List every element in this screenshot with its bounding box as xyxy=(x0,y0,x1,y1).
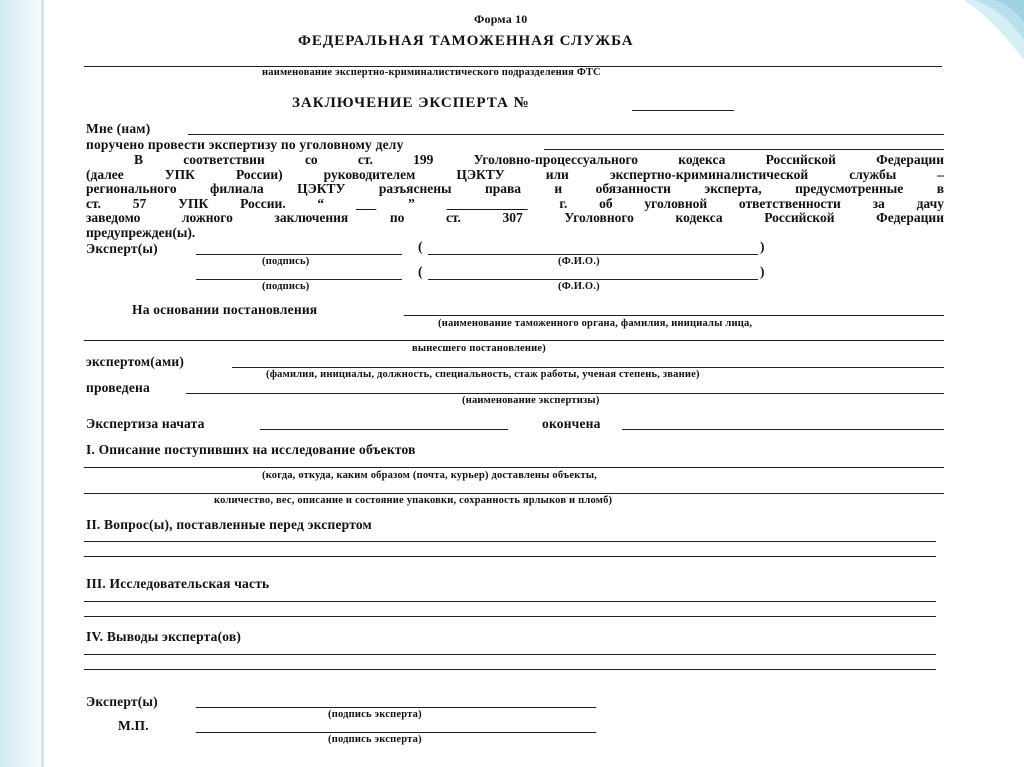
name-line-2 xyxy=(428,279,758,280)
basis-line-2 xyxy=(84,340,944,341)
signature-caption-2: (подпись) xyxy=(262,281,310,292)
experts-label: Эксперт(ы) xyxy=(86,241,158,256)
open-paren-2: ( xyxy=(418,264,423,279)
section-4-line-2 xyxy=(84,669,936,670)
close-paren-2: ) xyxy=(760,264,765,279)
started-line xyxy=(260,429,508,430)
basis-caption-1: (наименование таможенного органа, фамилия, инициалы лица, xyxy=(438,318,753,329)
section-1-line-1 xyxy=(84,467,944,468)
footer-experts-label: Эксперт(ы) xyxy=(86,694,158,709)
experts-by-line xyxy=(232,367,944,368)
me-label: Мне (нам) xyxy=(86,121,151,136)
rights-line-1: В соответствии со ст. 199 Уголовно-процессуального кодекса Российской Федерации xyxy=(134,152,944,167)
assigned-label: поручено провести экспертизу по уголовному делу xyxy=(86,137,404,152)
form-number: Форма 10 xyxy=(474,12,528,26)
name-caption-2: (Ф.И.О.) xyxy=(558,281,600,292)
basis-caption-2: вынесшего постановление) xyxy=(412,343,546,354)
agency-title: ФЕДЕРАЛЬНАЯ ТАМОЖЕННАЯ СЛУЖБА xyxy=(298,33,634,49)
section-4-heading: IV. Выводы эксперта(ов) xyxy=(86,629,242,644)
section-2-line-2 xyxy=(84,556,936,557)
form-document xyxy=(76,0,956,767)
section-3-line-1 xyxy=(84,601,936,602)
rights-line-2: (далее УПК России) руководителем ЦЭКТУ или экспертно-криминалистической службы – xyxy=(86,166,944,182)
rights-line-3: регионального филиала ЦЭКТУ разъяснены права и обязанности эксперта, предусмотренные в xyxy=(86,181,944,196)
close-paren-1: ) xyxy=(760,239,765,254)
signature-caption-1: (подпись) xyxy=(262,256,310,267)
open-paren-1: ( xyxy=(418,239,423,254)
rights-line-5: заведомо ложного заключения по ст. 307 Уголовного кодекса Российской Федерации xyxy=(86,210,944,225)
section-3-line-2 xyxy=(84,616,936,617)
rights-line-4: ст. 57 УПК России. “ ___ ” ____________ г. об уголовной ответственности за дачу xyxy=(86,195,944,211)
signature-line-1 xyxy=(196,254,402,255)
name-caption-1: (Ф.И.О.) xyxy=(558,256,600,267)
seal-label: М.П. xyxy=(118,718,149,733)
section-2-heading: II. Вопрос(ы), поставленные перед экспертом xyxy=(86,517,372,532)
finished-label: окончена xyxy=(542,416,601,431)
section-4-line-1 xyxy=(84,654,936,655)
signature-line-2 xyxy=(196,279,402,280)
section-1-heading: I. Описание поступивших на исследование объектов xyxy=(86,442,416,457)
conducted-caption: (наименование экспертизы) xyxy=(462,395,600,406)
name-line-1 xyxy=(428,254,758,255)
footer-signature-caption-1: (подпись эксперта) xyxy=(328,709,422,720)
experts-by-caption: (фамилия, инициалы, должность, специальность, стаж работы, ученая степень, звание) xyxy=(266,369,700,380)
started-label: Экспертиза начата xyxy=(86,416,205,431)
experts-by-label: экспертом(ами) xyxy=(86,354,185,369)
me-line xyxy=(188,134,944,135)
footer-signature-caption-2: (подпись эксперта) xyxy=(328,734,422,745)
case-number-line xyxy=(544,149,944,150)
rights-paragraph xyxy=(86,153,944,240)
slide-corner-decoration xyxy=(964,0,1024,60)
rights-line-6: предупрежден(ы). xyxy=(86,224,196,240)
finished-line xyxy=(622,429,944,430)
subdivision-caption: наименование экспертно-криминалистического подразделения ФТС xyxy=(262,67,601,78)
slide-left-decoration xyxy=(0,0,44,767)
section-1-line-2 xyxy=(84,493,944,494)
section-1-caption-1: (когда, откуда, каким образом (почта, курьер) доставлены объекты, xyxy=(262,470,598,481)
document-number-line xyxy=(632,110,734,111)
document-title: ЗАКЛЮЧЕНИЕ ЭКСПЕРТА № xyxy=(292,95,530,111)
basis-label: На основании постановления xyxy=(132,302,318,317)
basis-line xyxy=(404,315,944,316)
conducted-label: проведена xyxy=(86,380,150,395)
footer-signature-line-2 xyxy=(196,732,596,733)
section-3-heading: III. Исследовательская часть xyxy=(86,576,270,591)
footer-signature-line-1 xyxy=(196,707,596,708)
conducted-line xyxy=(186,393,944,394)
section-1-caption-2: количество, вес, описание и состояние упаковки, сохранность ярлыков и пломб) xyxy=(214,495,613,506)
section-2-line-1 xyxy=(84,541,936,542)
